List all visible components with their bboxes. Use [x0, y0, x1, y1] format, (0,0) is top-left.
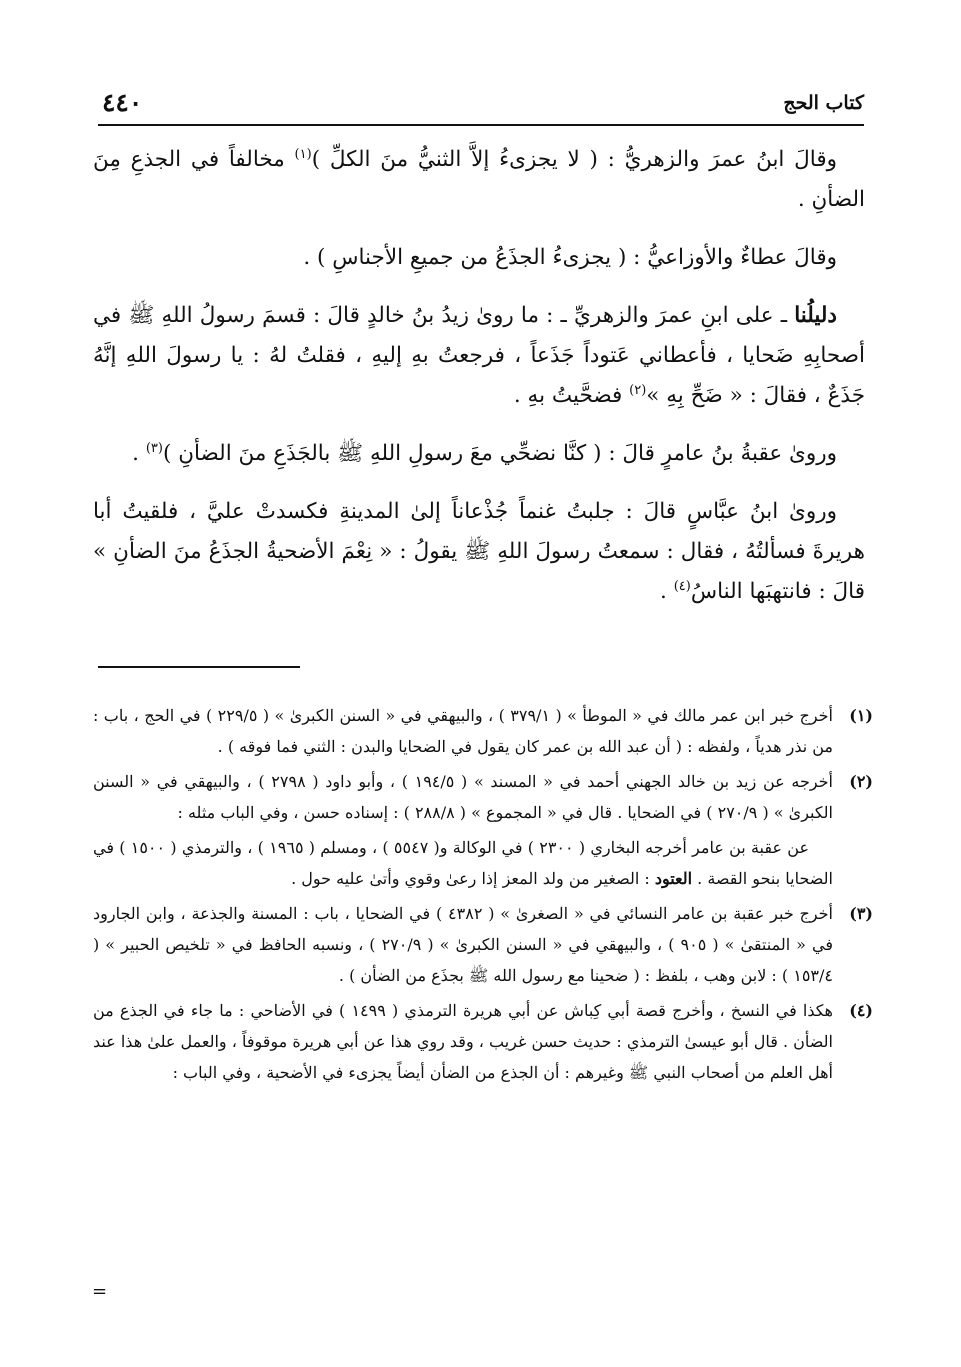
running-title: كتاب الحج	[783, 92, 864, 114]
footnote-ref[interactable]: (١)	[294, 146, 312, 162]
paragraph	[93, 434, 865, 474]
footnote-number: (٤)	[849, 1001, 873, 1020]
paragraph-text: وروىٰ عقبةُ بنُ عامرٍ قالَ : ( كنَّا نضحِّي معَ رسولِ اللهِ ﷺ بالجَذَعِ منَ الضأنِ )	[162, 441, 837, 466]
footnote-text: أخرج خبر ابن عمر مالك في « الموطأ » ( ٣٧٩/١ ) ، والبيهقي في « السنن الكبرىٰ » ( ٢٢٩/٥ ) في الحج ، باب : من نذر هدياً ، ولفظه : ( أن عبد الله بن عمر كان يقول في الضحايا والبدن : الثني فما فوقه ) .	[93, 706, 834, 756]
footnote	[93, 898, 873, 991]
footnote	[93, 995, 873, 1088]
page-number: ٤٤٠	[102, 88, 143, 117]
glossary-term: العتود	[654, 869, 693, 888]
footnote-continuation	[93, 832, 833, 894]
footnote	[93, 766, 873, 894]
footnote	[93, 700, 873, 762]
paragraph-text: مخالفاً في الجذعِ مِنَ الضأنِ .	[93, 147, 865, 212]
footnote-text: عن عقبة بن عامر أخرجه البخاري ( ٢٣٠٠ ) في الوكالة و( ٥٥٤٧ ) ، ومسلم ( ١٩٦٥ ) ، والترمذي ( ١٥٠٠ ) في الضحايا بنحو القصة .	[93, 838, 833, 888]
footnote-number: (٢)	[849, 772, 873, 791]
paragraph-text: وقالَ عطاءٌ والأوزاعيُّ : ( يجزىءُ الجذَعُ من جميعِ الأجناسِ ) .	[303, 245, 837, 270]
footnote-text: أخرجه عن زيد بن خالد الجهني أحمد في « المسند » ( ١٩٤/٥ ) ، وأبو داود ( ٢٧٩٨ ) ، والبيهقي في « السنن الكبرىٰ » ( ٢٧٠/٩ ) في الضحايا . قال في « المجموع » ( ٢٨٨/٨ ) : إسناده حسن ، وفي الباب مثله :	[93, 772, 833, 822]
footnotes	[93, 700, 873, 1092]
page-header	[98, 84, 864, 126]
paragraph	[93, 238, 865, 278]
footnote-text: أخرج خبر عقبة بن عامر النسائي في « الصغرىٰ » ( ٤٣٨٢ ) في الضحايا ، باب : المسنة والجذعة ، وابن الجارود في « المنتقىٰ » ( ٩٠٥ ) ، والبيهقي في « السنن الكبرىٰ » ( ٢٧٠/٩ ) ، ونسبه الحافظ في « تلخيص الحبير » ( ١٥٣/٤ ) : لابن وهب ، بلفظ : ( ضحينا مع رسول الله ﷺ بجذَع من الضأن ) .	[93, 904, 834, 985]
footnote-ref[interactable]: (٤)	[673, 578, 691, 594]
paragraph-text: ـ على ابنِ عمرَ والزهريِّ ـ : ما روىٰ زيدُ بنُ خالدٍ قالَ : قسمَ رسولُ اللهِ ﷺ في أصحابِهِ ضَحايا ، فأعطاني عَتوداً جَذَعاً ، فرجعتُ بهِ إليهِ ، فقلتُ لهُ : يا رسولَ اللهِ إنَّهُ جَذَعٌ ، فقالَ : « ضَحِّ بِهِ »	[93, 303, 865, 408]
paragraph-text: فضحَّيتُ بهِ .	[513, 383, 630, 408]
footnote-text: : الصغير من ولد المعز إذا رعىٰ وقوي وأتىٰ عليه حول .	[291, 869, 655, 888]
main-text	[93, 140, 865, 630]
paragraph	[93, 492, 865, 612]
paragraph-text: وروىٰ ابنُ عبَّاسٍ قالَ : جلبتُ غنماً جُذْعاناً إلىٰ المدينةِ فكسدتْ عليَّ ، فلقيتُ أبا هريرةَ فسألتُهُ ، فقال : سمعتُ رسولَ اللهِ ﷺ يقولُ : « نِعْمَ الأضحيةُ الجذَعُ منَ الضأنِ » قالَ : فانتهبَها الناسُ	[93, 499, 865, 604]
footnote-ref[interactable]: (٢)	[629, 382, 647, 398]
footnote-separator	[98, 666, 300, 668]
evidence-heading: دليلُنا	[794, 303, 837, 328]
paragraph-text: .	[132, 441, 146, 466]
paragraph-text: .	[660, 579, 674, 604]
paragraph-text: وقالَ ابنُ عمرَ والزهريُّ : ( لا يجزىءُ إلاَّ الثنيُّ منَ الكلِّ )	[311, 147, 837, 172]
paragraph	[93, 296, 865, 416]
continuation-mark: =	[92, 1281, 108, 1302]
footnote-number: (١)	[849, 706, 873, 725]
footnote-text: هكذا في النسخ ، وأخرج قصة أبي كِباش عن أبي هريرة الترمذي ( ١٤٩٩ ) في الأضاحي : ما جاء في الجذع من الضأن . قال أبو عيسىٰ الترمذي : حديث حسن غريب ، وقد روي هذا عن أبي هريرة موقوفاً ، والعمل علىٰ هذا عند أهل العلم من أصحاب النبي ﷺ وغيرهم : أن الجذع من الضأن أيضاً يجزىء في الأضحية ، وفي الباب :	[93, 1001, 833, 1082]
footnote-ref[interactable]: (٣)	[145, 440, 163, 456]
footnote-number: (٣)	[849, 904, 873, 923]
paragraph	[93, 140, 865, 220]
